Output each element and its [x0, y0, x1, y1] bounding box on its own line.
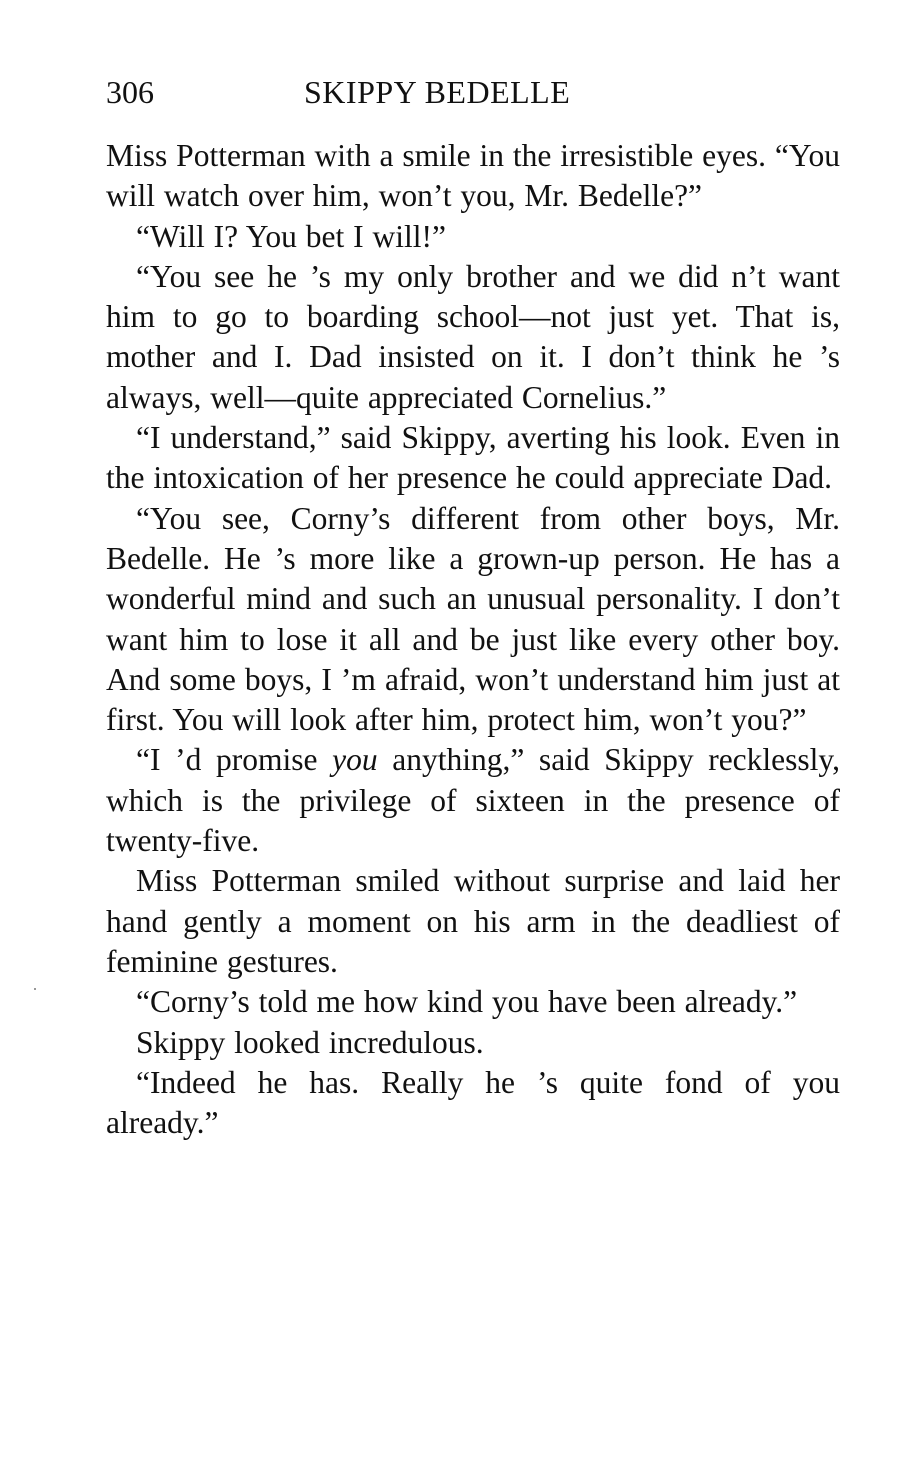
paragraph-text: anything,” said Skippy recklessly, which is the privilege of sixteen in the presence of twenty-five. [106, 742, 840, 859]
paragraph: “Will I? You bet I will!” [136, 218, 446, 254]
page-header [106, 70, 840, 114]
paragraph-text: “I ’d promise [136, 742, 333, 778]
paragraph: “Indeed he has. Really he ’s quite fond of you already.” [106, 1064, 840, 1141]
emphasized-word: you [332, 742, 378, 778]
paragraph: Miss Potterman with a smile in the irresistible eyes. “You will watch over him, won’t you, Mr. Bedelle?” [106, 138, 840, 214]
body-text [106, 136, 840, 1143]
paragraph: “You see he ’s my only brother and we did n’t want him to go to boarding school—not just yet. That is, mother and I. Dad insisted on it. I don’t think he ’s always, well—quite appreciated Cornelius.” [106, 258, 840, 415]
paragraph: Miss Potterman smiled without surprise and laid her hand gently a moment on his arm in the deadliest of feminine gestures. [106, 863, 840, 979]
paragraph: “You see, Corny’s different from other boys, Mr. Bedelle. He ’s more like a grown-up person. He has a wonderful mind and such an unusual personality. I don’t want him to lose it all and be just like every other boy. And some boys, I ’m afraid, won’t understand him just at first. You will look after him, protect him, won’t you?” [106, 500, 840, 738]
paragraph: “I understand,” said Skippy, averting his look. Even in the intoxication of her presence he could appreciate Dad. [106, 420, 840, 496]
paragraph: Skippy looked incredulous. [136, 1024, 484, 1060]
page-number: 306 [106, 74, 154, 110]
print-speck [34, 988, 36, 990]
running-title: SKIPPY BEDELLE [304, 74, 571, 110]
paragraph [106, 740, 840, 861]
paragraph: “Corny’s told me how kind you have been already.” [136, 984, 798, 1020]
